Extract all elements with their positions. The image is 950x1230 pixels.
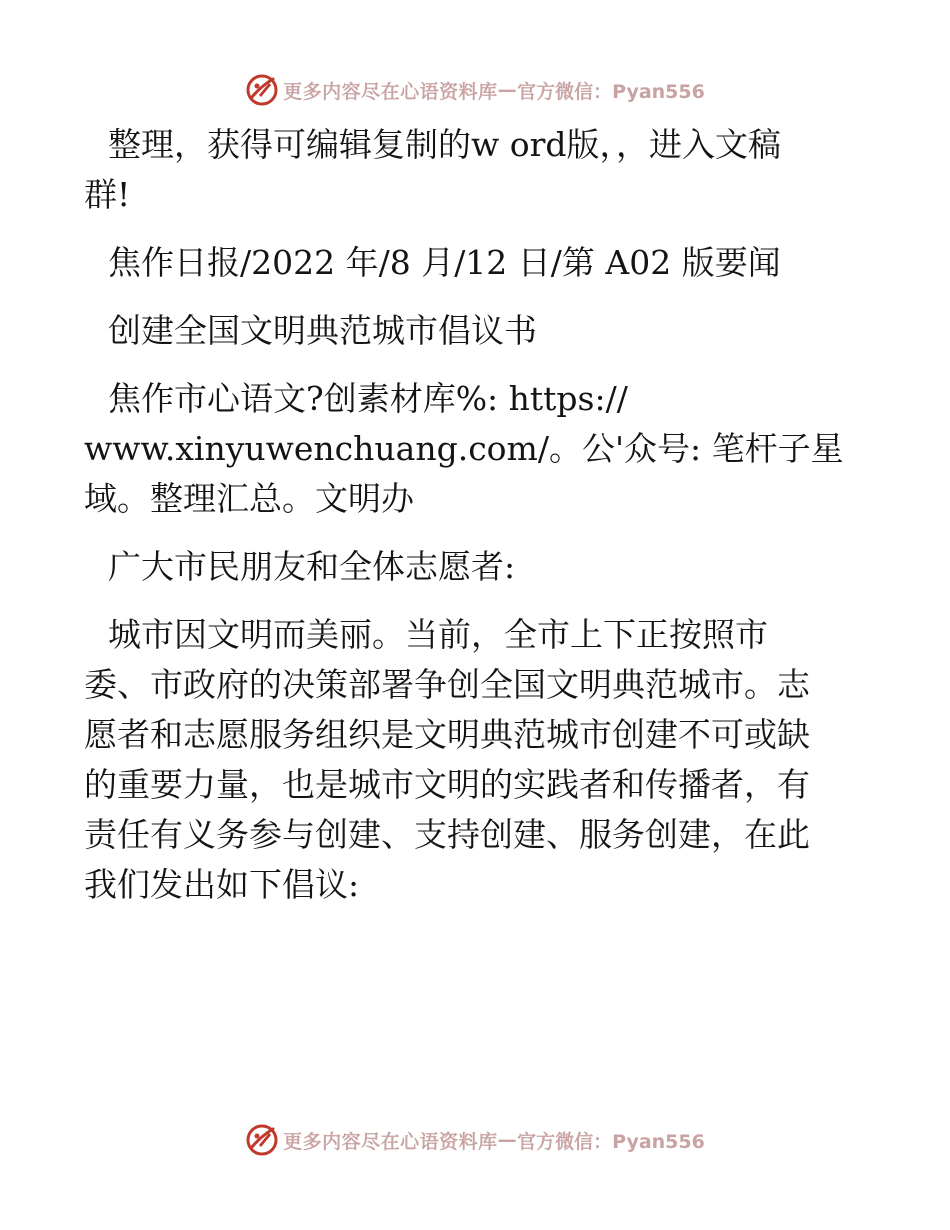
body-line: 委、市政府的决策部署争创全国文明典范城市。志 <box>84 665 810 704</box>
body-line: 的重要力量，也是城市文明的实践者和传播者，有 <box>84 765 810 804</box>
intro-line: 整理，获得可编辑复制的w ord版，，进入文稿 <box>108 125 782 164</box>
body-line: 责任有义务参与创建、支持创建、服务创建，在此 <box>84 815 810 854</box>
source-line <box>96 238 856 288</box>
intro-paragraph <box>84 120 856 220</box>
salutation <box>96 542 856 592</box>
banner-separator: — <box>497 79 518 101</box>
brush-logo-icon <box>245 1123 279 1157</box>
intro-line: 群! <box>84 175 131 214</box>
brush-logo-icon <box>245 73 279 107</box>
document-title <box>96 306 856 356</box>
title-text: 创建全国文明典范城市倡议书 <box>108 311 537 350</box>
banner-separator: — <box>497 1129 518 1151</box>
body-line: 城市因文明而美丽。当前，全市上下正按照市 <box>108 615 768 654</box>
banner-wechat: 官方微信：Pyan556 <box>517 1130 705 1153</box>
attribution-line: www.xinyuwenchuang.com/。公'众号: 笔杆子星 <box>84 429 844 468</box>
document-body <box>84 120 856 928</box>
source-text: 焦作日报/2022 年/8 月/12 日/第 A02 版要闻 <box>108 243 781 282</box>
banner-wechat: 官方微信：Pyan556 <box>517 80 705 103</box>
banner-text: 更多内容尽在心语资料库 <box>283 80 498 103</box>
attribution-line: 焦作市心语文?创素材库%: https:// <box>108 379 628 418</box>
footer-banner <box>0 1120 950 1160</box>
body-line: 愿者和志愿服务组织是文明典范城市创建不可或缺 <box>84 715 810 754</box>
attribution-paragraph <box>84 374 856 524</box>
attribution-line: 域。整理汇总。文明办 <box>84 479 414 518</box>
body-line: 我们发出如下倡议: <box>84 865 360 904</box>
salutation-text: 广大市民朋友和全体志愿者: <box>108 547 516 586</box>
banner-text: 更多内容尽在心语资料库 <box>283 1130 498 1153</box>
header-banner <box>0 70 950 110</box>
body-paragraph <box>84 610 856 910</box>
